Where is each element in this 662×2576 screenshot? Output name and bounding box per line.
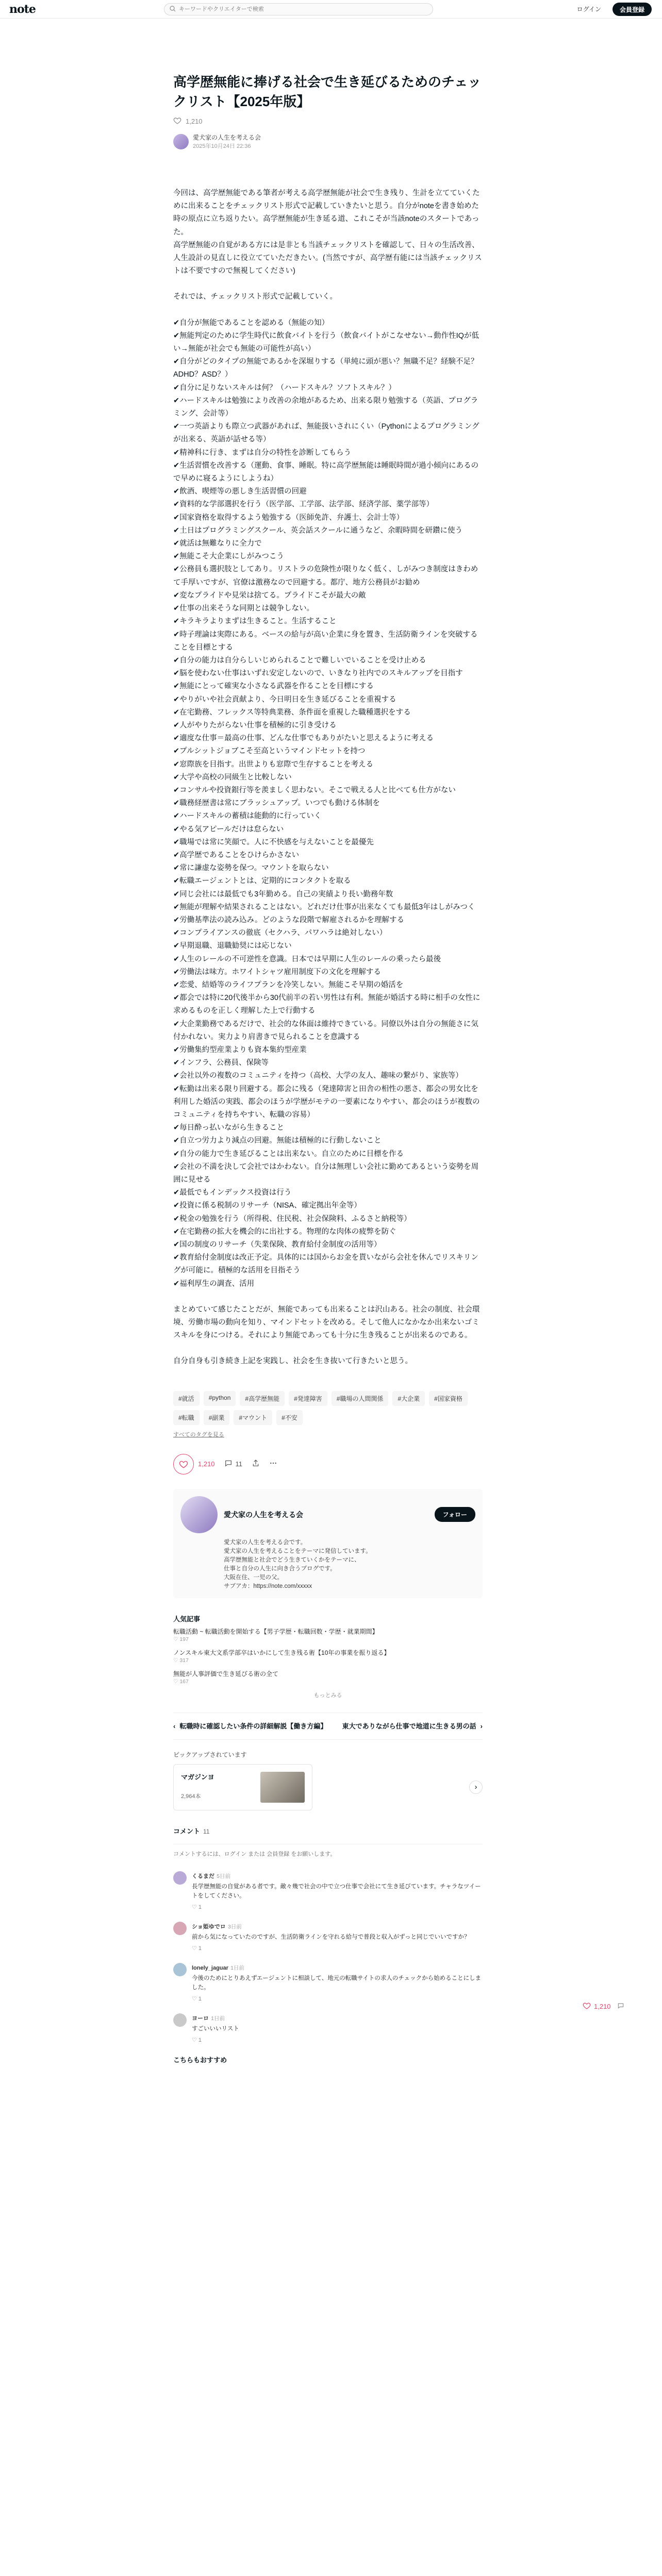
commenter-avatar[interactable]: [173, 1922, 187, 1935]
title-like-button[interactable]: [173, 116, 483, 126]
pickup-section: [173, 1750, 483, 1810]
comment-time: 1日前: [230, 1964, 244, 1971]
body-paragraph: ✔やる気アピールだけは怠らない: [173, 825, 284, 834]
related-item[interactable]: [173, 1628, 483, 1642]
article-title: 高学歴無能に捧げる社会で生き延びるためのチェックリスト【2025年版】: [173, 74, 482, 109]
login-link[interactable]: ログイン: [576, 6, 601, 13]
comment-time: 5日前: [217, 1873, 231, 1879]
related-item[interactable]: [173, 1670, 483, 1685]
body-paragraph: ✔早期退職、退職勧奨には応じない: [173, 942, 292, 951]
body-paragraph: ✔やりがいや社会貢献より、今日明日を生き延びることを重視する: [173, 695, 396, 704]
heart-icon: ♡: [192, 2037, 198, 2043]
body-paragraph: ✔ハードスキルは勉強により改善の余地があるため、出来る限り勉強する（英語、プログラミング、会計等）: [173, 396, 478, 418]
body-paragraph: ✔窓際族を目指す。出世よりも窓際で生存することを考える: [173, 760, 373, 769]
article: [173, 72, 483, 2069]
related-title: 人気記事: [173, 1615, 201, 1623]
comment: [173, 2013, 483, 2043]
comment-text: すごいいいリスト: [192, 2025, 239, 2032]
more-icon[interactable]: [269, 1459, 277, 1469]
body-paragraph: ✔常に謙虚な姿勢を保つ。マウントを取らない: [173, 864, 329, 873]
tag-chip[interactable]: #不安: [276, 1410, 303, 1425]
author-avatar[interactable]: [173, 134, 189, 149]
body-paragraph: ✔人生のレールの不可逆性を意識。日本では早期に人生のレールの乗ったら最後: [173, 955, 441, 963]
pickup-title: ピックアップされています: [173, 1751, 247, 1758]
commenter-name[interactable]: くるまだ: [192, 1873, 214, 1879]
comment-text: 長学歴無能の自覚がある者です。敵々幾で社会の中で立つ仕事で会社にて生き延びています。チャラなツイートをしてください。: [192, 1883, 481, 1899]
body-paragraph: ✔自分が無能であることを認める（無能の知）: [173, 318, 329, 327]
related-item-likes: ♡ 167: [173, 1678, 189, 1685]
tag-chip[interactable]: #職場の人間関係: [332, 1391, 389, 1406]
body-paragraph: ✔税金の勉強を行う（所得税、住民税、社会保険料、ふるさと納税等）: [173, 1214, 411, 1223]
body-paragraph: ✔自立つ労力より減点の回避。無能は積極的に行動しないこと: [173, 1137, 382, 1145]
body-paragraph: ✔都会では特に20代後半から30代前半の若い男性は有利。無能が婚活する時に相手の女性に求めるものを正しく理解した上で行動する: [173, 994, 481, 1015]
body-paragraph: ✔国の制度のリサーチ（失業保険、教育給付金制度の活用等）: [173, 1241, 382, 1249]
body-paragraph: 高学歴無能の自覚がある方には是非とも当該チェックリストを確認して、日々の生活改善、人生設計の見直しに役立てていただきたい。(当然ですが、高学歴有能には当該チェックリストは不要ですので無視してください): [173, 241, 482, 276]
body-paragraph: 今回は、高学歴無能である筆者が考える高学歴無能が社会で生き残り、生計を立てていくために出来ることをチェックリスト形式で記載していきたいと思う。自分がnoteを書き始めた時の原点に立ち返りたい。高学歴無能が生き延る道、これこそが当該noteのスタートであった。: [173, 189, 480, 236]
commenter-name[interactable]: lonely_jaguar: [192, 1964, 228, 1971]
heart-icon: [173, 116, 183, 126]
next-article-link[interactable]: [332, 1721, 483, 1731]
body-paragraph: ✔変なプライドや見栄は捨てる。プライドこそが最大の敵: [173, 591, 366, 600]
body-paragraph: ✔労働基準法の読み込み。どのような段階で解雇されるかを理解する: [173, 916, 405, 924]
follow-button[interactable]: フォロー: [435, 1507, 475, 1522]
body-paragraph: ✔会社の不満を決して会社ではかわない。自分は無理しい会社に勤めてあるという姿勢を周囲に見せる: [173, 1162, 479, 1184]
author-block[interactable]: [173, 133, 483, 150]
body-paragraph: ✔労働法は味方。ホワイトシャツ雇用制度下の文化を理解する: [173, 968, 381, 976]
body-paragraph: ✔無能こそ大企業にしがみつこう: [173, 552, 284, 561]
body-paragraph: ✔同じ会社には最低でも3年勤める。自己の実績より長い勤務年数: [173, 890, 393, 899]
tag-chip[interactable]: #マウント: [234, 1410, 272, 1425]
body-paragraph: ✔一つ英語よりも際立つ武器があれば、無能扱いされにくい（Pythonによるプログラミングが出来る、英語が話せる等）: [173, 422, 479, 444]
body-paragraph: ✔恋愛、結婚等のライフプランを冷笑しない。無能こそ早期の婚活を: [173, 980, 404, 989]
body-paragraph: ✔無能にとって確実な小さなる武器を作ることを目標にする: [173, 682, 374, 691]
creator-name[interactable]: 愛犬家の人生を考える会: [224, 1510, 303, 1519]
tag-chip[interactable]: #転職: [173, 1410, 200, 1425]
comment-time: 3日前: [227, 1923, 242, 1930]
note-logo[interactable]: note: [9, 2, 36, 16]
prev-article-link[interactable]: [173, 1721, 327, 1731]
comments-title: コメント: [173, 1827, 201, 1835]
comment-text: 今後のためにとりあえずエージェントに相談して、地元の転職サイトの求人のチェックから始めることにしました。: [192, 1975, 482, 1991]
body-paragraph: ✔自分の能力は自分らしいじめられることで難しいでいることを受け止める: [173, 656, 426, 665]
heart-icon: ♡: [173, 1636, 180, 1642]
tag-chip[interactable]: #副業: [204, 1410, 230, 1425]
body-paragraph: ✔脳を使わない仕事はいずれ安定しないので、いきなり社内でのスキルアップを目指す: [173, 669, 463, 678]
comment: [173, 1963, 483, 2002]
creator-card: [173, 1489, 483, 1598]
tag-chip[interactable]: #python: [204, 1391, 236, 1406]
tag-chip[interactable]: #大企業: [392, 1391, 425, 1406]
body-paragraph: ✔毎日酔っ払いながら生きること: [173, 1124, 285, 1132]
search-icon: [170, 6, 176, 13]
related-item-title: 無能が人事評価で生き延びる術の全て: [173, 1670, 279, 1677]
body-paragraph: ✔職務経歴書は常にブラッシュアップ。いつでも動ける体制を: [173, 799, 380, 808]
body-paragraph: ✔ハードスキルの蓄積は能動的に行っていく: [173, 812, 322, 821]
body-paragraph: ✔時子理論は実際にある。ベースの給与が高い企業に身を置き、生活防衛ラインを突破することを目標とする: [173, 630, 478, 652]
article-nav: [173, 1713, 483, 1740]
body-paragraph: ✔コンサルや投資銀行等を羨ましく思わない。そこで戦える人と比べても仕方がない: [173, 786, 456, 794]
body-paragraph: ✔自分に足りないスキルは何？（ハードスキル？ソフトスキル？）: [173, 383, 396, 392]
body-paragraph: ✔国家資格を取得するよう勉強する（医師免許、弁護士、会計士等）: [173, 513, 404, 522]
heart-icon: ♡: [173, 1678, 180, 1685]
next-article-title: 東大でありながら仕事で地道に生きる男の話: [342, 1722, 476, 1730]
search-bar[interactable]: [164, 3, 433, 15]
related-section: [173, 1614, 483, 1699]
prev-article-title: 転職時に確認したい条件の詳細解説【働き方編】: [179, 1722, 327, 1730]
body-paragraph: ✔人がやりたがらない仕事を積極的に引き受ける: [173, 721, 337, 730]
body-paragraph: ✔転勤は出来る限り回避する。都会に残る（発達障害と田舎の相性の悪さ、都会の男女比を利用した婚活の実践、都会のほうが学歴がモテの一要素になりやすい、都会のほうが複数のコミュニティを持ちやすい、転職の容易）: [173, 1084, 480, 1120]
body-paragraph: ✔適度な仕事＝最高の仕事、どんな仕事でもありがたいと思えるように考える: [173, 734, 434, 743]
header: [0, 0, 662, 19]
body-paragraph: ✔転職エージェントとは、定期的にコンタクトを取る: [173, 877, 351, 886]
body-paragraph: ✔プルシットジョブこそ至高というマインドセットを持つ: [173, 747, 366, 756]
blank-line: [173, 1342, 483, 1355]
body-paragraph: ✔労働集約型産業よりも資本集約型産業: [173, 1046, 307, 1054]
body-paragraph: ✔職場では常に笑顔で。人に不快感を与えないことを最優先: [173, 838, 374, 846]
blank-line: [173, 278, 483, 291]
related-item-title: 転職活動 ~ 転職活動を開始する【男子学歴・転職回数・学歴・就業期間】: [173, 1628, 378, 1635]
body-paragraph: ✔生活習慣を改善する（運動、食事、睡眠。特に高学歴無能は睡眠時間が過小傾向にあるので早めに寝るようにしようね）: [173, 461, 479, 483]
body-paragraph: ✔飲酒、喫煙等の悪しき生活習慣の回避: [173, 487, 307, 496]
body-paragraph: ✔福利厚生の調査、活用: [173, 1279, 255, 1288]
comment: [173, 1922, 483, 1952]
chevron-left-icon: ‹: [173, 1722, 176, 1730]
heart-icon: ♡: [192, 1995, 198, 2002]
creator-avatar[interactable]: [180, 1496, 218, 1533]
comment-list: [173, 1871, 483, 2043]
comment-login-note: コメントするには、ログイン または 会員登録 をお願いします。: [173, 1851, 336, 1857]
body-paragraph: 自分自身も引き続き上記を実践し、社会を生き抜いて行きたいと思う。: [173, 1357, 412, 1366]
comments-section: [173, 1826, 483, 2043]
magazine-thumbnail: [260, 1772, 305, 1803]
comment: [173, 1871, 483, 1910]
body-paragraph: ✔精神科に行き、まずは自分の特性を診断してもらう: [173, 448, 352, 457]
body-paragraph: ✔無能が理解や結果されることはない。どれだけ仕事が出来なくても最低3年はしがみつく: [173, 903, 475, 911]
comment-like-button[interactable]: ♡ 1: [192, 1904, 202, 1910]
article-actions: [173, 1454, 483, 1475]
creator-bio: 愛犬家の人生を考える会です。 愛犬家の人生を考えることをテーマに発信しています。 高学歴無能と社会でどう生きていくかをテーマに、 仕事と自分の人生に向き合うブログです。 大阪在住、一児の父。 サブアカ：https://note.com/xxxxx: [224, 1539, 372, 1589]
body-paragraph: ✔大学や高校の同級生と比較しない: [173, 773, 292, 782]
publish-date: 2025年10月24日 22:36: [193, 143, 251, 149]
commenter-avatar[interactable]: [173, 1871, 187, 1885]
related-item-likes: ♡ 317: [173, 1657, 189, 1664]
body-paragraph: ✔無能判定のために学生時代に飲食バイトを行う（飲食バイトがこなせない→動作性IQが低い→無能が社会でも無能の可能性が高い）: [173, 331, 479, 353]
comment-time: 1日前: [211, 2015, 225, 2022]
body-paragraph: ✔土日はプログラミングスクール、英会話スクールに通うなど、余暇時間を研鑽に使う: [173, 526, 462, 535]
all-tags-link[interactable]: すべてのタグを見る: [173, 1431, 224, 1438]
body-paragraph: それでは、チェックリスト形式で記載していく。: [173, 293, 337, 301]
commenter-avatar[interactable]: [173, 1963, 187, 1976]
comment-count: 11: [235, 1460, 243, 1468]
body-paragraph: ✔最低でもインデックス投資は行う: [173, 1189, 292, 1197]
body-paragraph: ✔在宅勤務、フレックス等特典業務、条件面を重視した職種選択をする: [173, 708, 411, 717]
magazine-title: マガジンヨ: [181, 1773, 214, 1781]
author-name[interactable]: 愛犬家の人生を考える会: [193, 134, 261, 141]
heart-icon: ♡: [192, 1945, 198, 1952]
comment-like-button[interactable]: ♡ 1: [192, 1995, 202, 2002]
comment-icon: [224, 1459, 233, 1469]
related-item[interactable]: [173, 1649, 483, 1664]
body-paragraph: ✔自分がどのタイプの無能であるかを深堀りする（単純に頭が悪い？無職不足？経験不足？ADHD？ASD？）: [173, 358, 478, 379]
body-paragraph: ✔コンプライアンスの徹底（セクハラ、パワハラは絶対しない）: [173, 929, 387, 938]
heart-icon: [173, 1454, 194, 1475]
body-paragraph: ✔自分の能力で生き延びることは出来ない。自立のために目標を作る: [173, 1149, 404, 1158]
comment-like-button[interactable]: ♡ 1: [192, 1945, 202, 1952]
magazine-card[interactable]: [173, 1764, 312, 1810]
chevron-right-icon[interactable]: ›: [469, 1781, 483, 1794]
chevron-right-icon: ›: [480, 1722, 483, 1730]
share-icon[interactable]: [252, 1459, 260, 1469]
commenter-name[interactable]: ショ姫ゆでロ: [192, 1923, 226, 1930]
tag-list: [173, 1391, 483, 1425]
heart-icon: [583, 2002, 591, 2011]
title-like-count: 1,210: [186, 117, 203, 125]
heart-icon: ♡: [192, 1904, 198, 1910]
commenter-name[interactable]: ヨーロ: [192, 2015, 209, 2022]
signup-button[interactable]: 会員登録: [613, 3, 652, 16]
body-paragraph: ✔大企業勤務であるだけで、社会的な体面は維持できている。同僚以外は自分の無能さに気付かれない。実力より肩書きで見られることを意識する: [173, 1020, 478, 1041]
body-paragraph: ✔高学歴であることをひけらかさない: [173, 851, 300, 859]
body-paragraph: まとめていて感じたことだが、無能であっても出来ることは沢山ある。社会の制度、社会環境、労働市場の動向を知り、マインドセットを改める。そして他人になかなか出来ないゴミスキルを身につける。それにより無能であっても十分に生き残ることが出来るのである。: [173, 1305, 480, 1340]
article-body: [173, 187, 483, 1368]
like-button[interactable]: [173, 1454, 215, 1475]
tag-chip[interactable]: #国家資格: [429, 1391, 468, 1406]
tag-chip[interactable]: #就活: [173, 1391, 200, 1406]
heart-icon: ♡: [173, 1657, 180, 1664]
floating-like-count: 1,210: [594, 2003, 611, 2010]
body-paragraph: ✔キラキラよりまずは生きること。生活すること: [173, 617, 337, 626]
comment-button[interactable]: [224, 1459, 243, 1469]
commenter-avatar[interactable]: [173, 2013, 187, 2027]
related-item-title: ノンスキル東大文系学部卒はいかにして生き残る術【10年の事業を振り返る】: [173, 1649, 390, 1656]
blank-line: [173, 304, 483, 317]
related-list: [173, 1628, 483, 1685]
floating-like-button[interactable]: [583, 2002, 624, 2011]
body-paragraph: ✔投資に係る税制のリサーチ（NISA、確定拠出年金等）: [173, 1201, 361, 1210]
like-count: 1,210: [198, 1460, 215, 1468]
search-input[interactable]: [179, 6, 416, 12]
related-item-likes: ♡ 197: [173, 1636, 189, 1642]
body-paragraph: ✔公務員も選択肢としてあり。リストラの危険性が限りなく低く、しがみつき制度はきわめて手厚いですが、官僚は激務なので回避する。都庁、地方公務員がお勧め: [173, 565, 478, 587]
blank-line: [173, 1291, 483, 1303]
body-paragraph: ✔在宅勤務の拡大を機会的に出社する。物理的な肉体の疲弊を防ぐ: [173, 1227, 396, 1236]
body-paragraph: ✔会社以外の複数のコミュニティを持つ（高校、大学の友人、趣味の繋がり、家族等）: [173, 1072, 463, 1080]
body-paragraph: ✔仕事の出来そうな同期とは競争しない。: [173, 604, 315, 613]
related-more[interactable]: もっとみる: [313, 1692, 342, 1699]
magazine-count: 2,964本: [181, 1793, 201, 1800]
comment-like-button[interactable]: ♡ 1: [192, 2037, 202, 2043]
recommend-title: こちらもおすすめ: [173, 2056, 227, 2064]
tag-chip[interactable]: #発達障害: [289, 1391, 327, 1406]
tag-chip[interactable]: #高学歴無能: [240, 1391, 285, 1406]
body-paragraph: ✔教育給付金制度は改正予定。具体的には国からお金を貰いながら会社を休んでリスキリングが可能に。積極的な活用を目指そう: [173, 1253, 478, 1275]
body-paragraph: ✔資料的な学部選択を行う（医学部、工学部、法学部、経済学部、薬学部等）: [173, 500, 434, 509]
body-paragraph: ✔インフラ、公務員、保険等: [173, 1059, 269, 1067]
comments-count: 11: [203, 1827, 210, 1835]
comment-icon[interactable]: [617, 2002, 624, 2011]
comment-text: 前から気になっていたのですが、生活防衛ラインを守れる給与で普段と収入がずっと同じでいいですか？: [192, 1934, 470, 1940]
body-paragraph: ✔就活は無難なりに全力で: [173, 539, 262, 548]
